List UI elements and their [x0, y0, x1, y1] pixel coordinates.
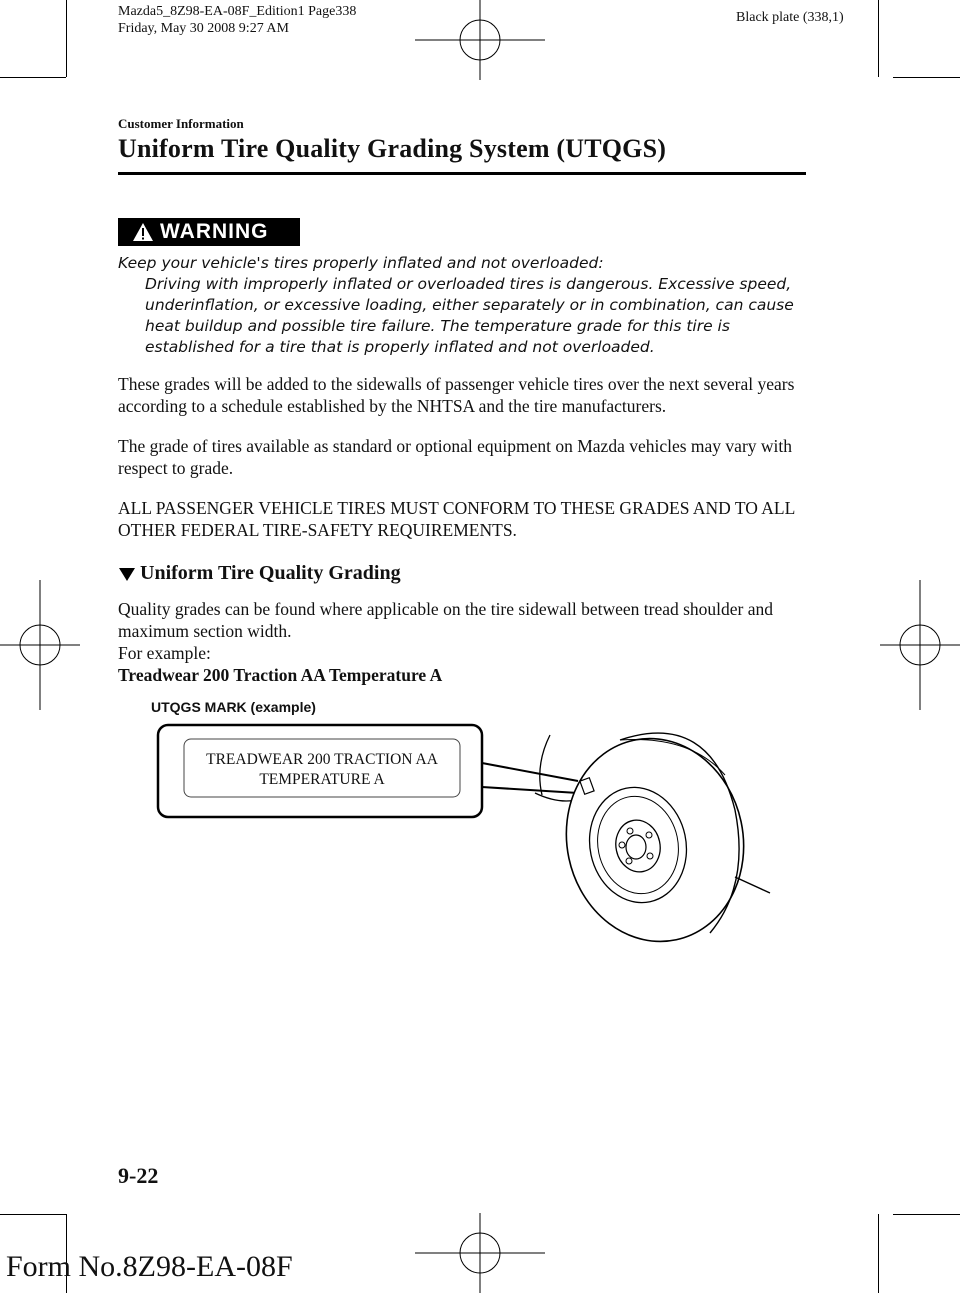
triangle-marker-icon: [118, 566, 136, 582]
section-label: Customer Information: [118, 116, 244, 131]
warning-badge: [118, 218, 300, 246]
warning-text: [118, 253, 808, 358]
warning-body: Driving with improperly inflated or overloaded tires is dangerous. Excessive speed, underinflation, or excessive loading, either separately or in combination, can cause heat buildup and possible tire failure. The temperature grade for this tire is established for a tire that is properly inflated and not overloaded.: [145, 275, 794, 356]
page-title: Uniform Tire Quality Grading System (UTQGS): [118, 134, 667, 163]
registration-mark-top: [415, 0, 545, 80]
print-meta-line2: Friday, May 30 2008 9:27 AM: [118, 21, 289, 36]
print-meta: [118, 3, 356, 37]
paragraph: ALL PASSENGER VEHICLE TIRES MUST CONFORM TO THESE GRADES AND TO ALL OTHER FEDERAL TIRE-SAFETY REQUIREMENTS.: [118, 498, 795, 540]
warning-heading: Keep your vehicle's tires properly inflated and not overloaded:: [118, 254, 604, 272]
crop-mark: [0, 1214, 66, 1215]
crop-mark: [878, 0, 879, 77]
paragraph: These grades will be added to the sidewalls of passenger vehicle tires over the next several years according to a schedule established by the NHTSA and the tire manufacturers.: [118, 374, 795, 416]
crop-mark: [878, 1214, 879, 1293]
paragraph: The grade of tires available as standard or optional equipment on Mazda vehicles may vary with respect to grade.: [118, 436, 793, 478]
crop-mark: [893, 1214, 960, 1215]
subsection-title: Uniform Tire Quality Grading: [140, 562, 401, 584]
form-number: Form No.8Z98-EA-08F: [6, 1250, 293, 1283]
page-number: 9-22: [118, 1163, 159, 1188]
example-label: For example:: [118, 643, 211, 663]
subsection-text: Quality grades can be found where applicable on the tire sidewall between tread shoulder and maximum section width.: [118, 599, 774, 641]
plate-label: Black plate (338,1): [736, 10, 844, 25]
example-value: Treadwear 200 Traction AA Temperature A: [118, 665, 443, 685]
warning-label: WARNING: [160, 220, 269, 243]
figure-label: UTQGS MARK (example): [151, 699, 316, 715]
registration-mark-left: [0, 580, 80, 710]
print-meta-line1: Mazda5_8Z98-EA-08F_Edition1 Page338: [118, 4, 357, 19]
registration-mark-bottom: [415, 1213, 545, 1293]
crop-mark: [0, 77, 66, 78]
registration-mark-right: [880, 580, 960, 710]
title-rule: [118, 172, 806, 175]
warning-triangle-icon: [132, 222, 154, 242]
crop-mark: [66, 0, 67, 77]
callout-line2: TEMPERATURE A: [259, 771, 385, 788]
subsection-heading: [118, 562, 401, 585]
callout-line1: TREADWEAR 200 TRACTION AA: [206, 751, 438, 768]
crop-mark: [893, 77, 960, 78]
callout-text: [184, 750, 460, 790]
